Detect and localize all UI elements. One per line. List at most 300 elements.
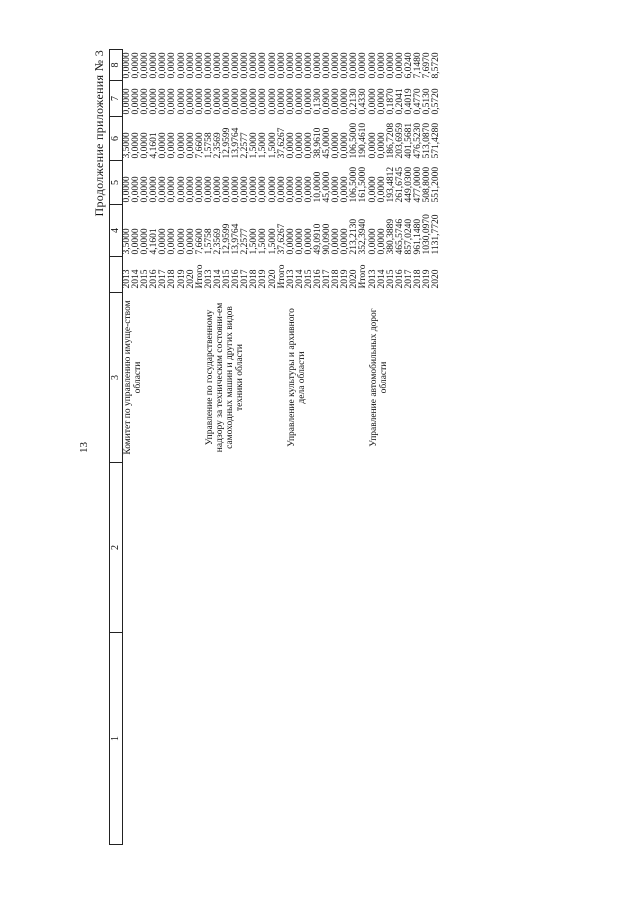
empty-cell xyxy=(350,463,359,633)
value-cell: 0,0000 xyxy=(158,52,169,79)
value-cell: 0,0000 xyxy=(167,132,178,159)
empty-cell xyxy=(378,463,387,633)
year-cell: 2017 xyxy=(158,269,169,289)
value-cell: 0,0000 xyxy=(376,176,387,203)
empty-cell xyxy=(159,463,168,633)
value-cell: 465,5746 xyxy=(394,218,405,255)
value-cell: 0,5130 xyxy=(422,88,433,115)
value-cell: 7,6970 xyxy=(422,52,433,79)
value-cell: 10,0000 xyxy=(312,171,323,203)
value-cell: 12,9599 xyxy=(222,223,233,255)
value-cell: 0,0000 xyxy=(294,88,305,115)
empty-cell xyxy=(205,633,214,845)
value-cell: 0,0000 xyxy=(158,132,169,159)
value-cell: 0,0000 xyxy=(258,52,269,79)
year-cell: 2019 xyxy=(422,269,433,289)
year-cell: 2013 xyxy=(367,269,378,289)
empty-cell xyxy=(332,463,341,633)
empty-cell xyxy=(359,463,368,633)
empty-cell xyxy=(405,463,414,633)
year-cell: 2015 xyxy=(385,269,396,289)
empty-cell xyxy=(196,633,205,845)
value-cell: 0,0000 xyxy=(140,52,151,79)
value-cell: 0,0000 xyxy=(385,52,396,79)
table-row xyxy=(123,50,133,845)
value-cell: 161,5000 xyxy=(358,166,369,203)
value-cell: 0,0000 xyxy=(185,52,196,79)
value-cell: 0,2130 xyxy=(349,88,360,115)
value-cell: 0,0000 xyxy=(167,228,178,255)
empty-cell xyxy=(369,633,378,845)
value-cell: 106,5000 xyxy=(349,166,360,203)
value-cell: 203,6959 xyxy=(394,122,405,159)
year-cell: 2013 xyxy=(285,269,296,289)
value-cell: 2,3569 xyxy=(212,132,223,159)
empty-cell xyxy=(241,633,250,845)
value-cell: 0,0000 xyxy=(340,228,351,255)
value-cell: 0,0000 xyxy=(194,52,205,79)
value-cell: 476,5230 xyxy=(413,122,423,159)
year-cell: 2017 xyxy=(322,269,333,289)
empty-cell xyxy=(278,633,287,845)
value-cell: 0,0000 xyxy=(376,132,387,159)
empty-cell xyxy=(405,633,414,845)
column-header: 3 xyxy=(110,293,123,463)
value-cell: 0,4019 xyxy=(403,88,414,115)
empty-cell xyxy=(387,633,396,845)
page-number: 13 xyxy=(78,442,90,453)
value-cell: 0,0000 xyxy=(176,88,187,115)
empty-cell xyxy=(259,463,268,633)
value-cell: 1,5000 xyxy=(258,132,269,159)
value-cell: 380,3889 xyxy=(385,218,396,255)
value-cell: 571,4280 xyxy=(431,122,442,159)
value-cell: 0,0000 xyxy=(231,88,242,115)
year-cell: 2020 xyxy=(349,269,360,289)
column-header: 6 xyxy=(110,117,123,161)
empty-cell xyxy=(314,463,323,633)
value-cell: 449,0300 xyxy=(403,166,414,203)
value-cell: 0,0000 xyxy=(303,228,314,255)
value-cell: 45,0000 xyxy=(322,127,333,159)
empty-cell xyxy=(205,463,214,633)
value-cell: 2,2577 xyxy=(240,132,251,159)
empty-cell xyxy=(241,463,250,633)
empty-cell xyxy=(287,463,296,633)
empty-cell xyxy=(323,633,332,845)
value-cell: 1131,7720 xyxy=(431,214,442,255)
empty-cell xyxy=(396,633,405,845)
year-cell: 2019 xyxy=(258,269,269,289)
value-cell: 49,0910 xyxy=(312,223,323,255)
value-cell: 0,0000 xyxy=(331,88,342,115)
empty-cell xyxy=(341,633,350,845)
value-cell: 0,0000 xyxy=(331,132,342,159)
empty-cell xyxy=(259,633,268,845)
empty-cell xyxy=(332,633,341,845)
value-cell: 0,0000 xyxy=(322,52,333,79)
empty-cell xyxy=(287,633,296,845)
empty-cell xyxy=(369,463,378,633)
value-cell: 1,5000 xyxy=(249,132,260,159)
year-cell: 2019 xyxy=(340,269,351,289)
value-cell: 0,0000 xyxy=(249,52,260,79)
value-cell: 0,0000 xyxy=(249,176,260,203)
value-cell: 0,0000 xyxy=(240,176,251,203)
value-cell: 0,0000 xyxy=(140,176,151,203)
value-cell: 0,0000 xyxy=(303,88,314,115)
value-cell: 0,0000 xyxy=(176,176,187,203)
empty-cell xyxy=(250,633,259,845)
year-cell: 2018 xyxy=(249,269,260,289)
empty-cell xyxy=(168,463,177,633)
column-header: 5 xyxy=(110,161,123,205)
value-cell: 1,5758 xyxy=(203,132,214,159)
value-cell: 0,0000 xyxy=(285,52,296,79)
value-cell: 7,6600 xyxy=(194,132,205,159)
value-cell: 352,3940 xyxy=(358,218,369,255)
empty-cell xyxy=(323,463,332,633)
value-cell: 4,1601 xyxy=(149,132,160,159)
empty-cell xyxy=(223,633,232,845)
empty-cell xyxy=(432,463,441,633)
year-cell: 2017 xyxy=(403,269,414,289)
value-cell: 0,2041 xyxy=(394,88,405,115)
table-row xyxy=(287,50,296,845)
value-cell: 45,0000 xyxy=(322,171,333,203)
empty-cell xyxy=(423,633,432,845)
value-cell: 0,0000 xyxy=(140,132,151,159)
year-cell: 2020 xyxy=(267,269,278,289)
year-cell: Итого xyxy=(194,264,205,289)
value-cell: 0,0000 xyxy=(158,88,169,115)
year-cell: 2020 xyxy=(185,269,196,289)
value-cell: 38,9610 xyxy=(312,127,323,159)
year-cell: 2018 xyxy=(167,269,178,289)
year-cell: 2019 xyxy=(176,269,187,289)
year-cell: 2018 xyxy=(331,269,342,289)
year-cell: 2014 xyxy=(131,269,142,289)
value-cell: 0,0000 xyxy=(122,52,132,79)
empty-cell xyxy=(396,463,405,633)
value-cell: 106,5000 xyxy=(349,122,360,159)
value-cell: 0,0000 xyxy=(149,52,160,79)
value-cell: 0,0000 xyxy=(294,52,305,79)
value-cell: 0,0000 xyxy=(285,88,296,115)
empty-cell xyxy=(232,463,241,633)
empty-cell xyxy=(423,463,432,633)
value-cell: 0,0000 xyxy=(222,176,233,203)
value-cell: 0,0000 xyxy=(303,52,314,79)
value-cell: 0,0000 xyxy=(203,176,214,203)
year-cell: 2018 xyxy=(413,269,423,289)
value-cell: 0,0000 xyxy=(294,228,305,255)
value-cell: 0,0000 xyxy=(249,88,260,115)
value-cell: 8,5720 xyxy=(431,52,442,79)
value-cell: 0,0000 xyxy=(185,176,196,203)
value-cell: 0,0000 xyxy=(140,228,151,255)
empty-cell xyxy=(414,463,423,633)
value-cell: 0,0000 xyxy=(367,132,378,159)
value-cell: 0,0000 xyxy=(185,228,196,255)
value-cell: 0,0000 xyxy=(367,88,378,115)
value-cell: 1,5000 xyxy=(267,132,278,159)
value-cell: 0,0000 xyxy=(122,176,132,203)
empty-cell xyxy=(250,463,259,633)
value-cell: 186,7208 xyxy=(385,122,396,159)
year-cell: 2020 xyxy=(431,269,442,289)
value-cell: 0,0000 xyxy=(376,52,387,79)
value-cell: 0,0000 xyxy=(231,176,242,203)
value-cell: 0,0000 xyxy=(367,52,378,79)
empty-cell xyxy=(341,463,350,633)
empty-cell xyxy=(168,633,177,845)
value-cell: 0,0000 xyxy=(331,52,342,79)
year-cell: 2017 xyxy=(240,269,251,289)
value-cell: 0,0000 xyxy=(267,176,278,203)
value-cell: 961,1480 xyxy=(413,218,423,255)
value-cell: 1,5000 xyxy=(267,228,278,255)
column-number-row xyxy=(110,50,123,845)
value-cell: 0,0000 xyxy=(340,88,351,115)
empty-cell xyxy=(305,463,314,633)
organization-name: Комитет по управлению имуще-ством области xyxy=(123,300,143,455)
value-cell: 0,0000 xyxy=(176,132,187,159)
value-cell: 0,0000 xyxy=(394,52,405,79)
year-column-header xyxy=(110,257,123,293)
value-cell: 0,0000 xyxy=(149,176,160,203)
empty-cell xyxy=(278,463,287,633)
value-cell: 0,1870 xyxy=(385,88,396,115)
empty-cell xyxy=(214,633,223,845)
empty-cell xyxy=(196,463,205,633)
value-cell: 0,0000 xyxy=(222,52,233,79)
appendix-table xyxy=(109,49,441,845)
value-cell: 0,4770 xyxy=(413,88,423,115)
value-cell: 0,0000 xyxy=(131,176,142,203)
value-cell: 2,2577 xyxy=(240,228,251,255)
year-cell: 2013 xyxy=(203,269,214,289)
value-cell: 213,2130 xyxy=(349,218,360,255)
value-cell: 0,0000 xyxy=(212,52,223,79)
value-cell: 0,0000 xyxy=(140,88,151,115)
document-page xyxy=(78,50,625,845)
value-cell: 4,1601 xyxy=(149,228,160,255)
empty-cell xyxy=(223,463,232,633)
value-cell: 0,0000 xyxy=(203,88,214,115)
value-cell: 0,5720 xyxy=(431,88,442,115)
empty-cell xyxy=(432,633,441,845)
value-cell: 0,0000 xyxy=(312,52,323,79)
organization-name: Управление культуры и архивного дела области xyxy=(286,308,307,447)
value-cell: 0,0900 xyxy=(322,88,333,115)
value-cell: 0,0000 xyxy=(303,132,314,159)
value-cell: 0,0000 xyxy=(285,132,296,159)
value-cell: 0,0000 xyxy=(267,88,278,115)
value-cell: 90,0900 xyxy=(322,223,333,255)
value-cell: 0,0000 xyxy=(222,88,233,115)
value-cell: 12,9599 xyxy=(222,127,233,159)
value-cell: 193,4812 xyxy=(385,166,396,203)
empty-cell xyxy=(150,463,159,633)
value-cell: 0,0000 xyxy=(349,52,360,79)
value-cell: 0,0000 xyxy=(294,132,305,159)
table-row xyxy=(369,50,378,845)
year-cell: 2016 xyxy=(231,269,242,289)
value-cell: 0,0000 xyxy=(294,176,305,203)
value-cell: 0,0000 xyxy=(212,88,223,115)
value-cell: 0,0000 xyxy=(194,88,205,115)
empty-cell xyxy=(141,463,150,633)
year-cell: 2013 xyxy=(122,269,132,289)
value-cell: 0,0000 xyxy=(194,176,205,203)
value-cell: 0,0000 xyxy=(203,52,214,79)
value-cell: 0,0000 xyxy=(276,176,287,203)
value-cell: 6,0240 xyxy=(403,52,414,79)
empty-cell xyxy=(214,463,223,633)
value-cell: 0,0000 xyxy=(340,132,351,159)
value-cell: 0,0000 xyxy=(122,88,132,115)
year-cell: 2016 xyxy=(312,269,323,289)
value-cell: 0,0000 xyxy=(303,176,314,203)
column-header: 4 xyxy=(110,205,123,257)
empty-cell xyxy=(269,463,278,633)
empty-cell xyxy=(269,633,278,845)
year-cell: Итого xyxy=(276,264,287,289)
value-cell: 0,0000 xyxy=(376,88,387,115)
column-header: 1 xyxy=(110,633,123,845)
year-cell: 2015 xyxy=(222,269,233,289)
value-cell: 13,9764 xyxy=(231,127,242,159)
year-cell: Итого xyxy=(358,264,369,289)
empty-cell xyxy=(387,463,396,633)
empty-cell xyxy=(296,463,305,633)
empty-cell xyxy=(178,463,187,633)
column-header: 8 xyxy=(110,50,123,81)
value-cell: 513,0870 xyxy=(422,122,433,159)
value-cell: 0,0000 xyxy=(131,52,142,79)
year-cell: 2015 xyxy=(140,269,151,289)
value-cell: 0,0000 xyxy=(131,88,142,115)
empty-cell xyxy=(187,463,196,633)
organization-name: Управление автомобильных дорог области xyxy=(368,308,389,447)
year-cell: 2014 xyxy=(376,269,387,289)
value-cell: 0,0000 xyxy=(240,52,251,79)
value-cell: 2,3569 xyxy=(212,228,223,255)
year-cell: 2015 xyxy=(303,269,314,289)
empty-cell xyxy=(123,463,133,633)
value-cell: 7,6600 xyxy=(194,228,205,255)
value-cell: 0,0000 xyxy=(258,88,269,115)
value-cell: 0,0000 xyxy=(276,88,287,115)
year-cell: 2016 xyxy=(149,269,160,289)
value-cell: 0,0000 xyxy=(240,88,251,115)
value-cell: 477,0000 xyxy=(413,166,423,203)
empty-cell xyxy=(132,463,141,633)
value-cell: 508,8000 xyxy=(422,166,433,203)
empty-cell xyxy=(150,633,159,845)
value-cell: 37,6267 xyxy=(276,223,287,255)
value-cell: 0,0000 xyxy=(376,228,387,255)
value-cell: 0,0000 xyxy=(267,52,278,79)
column-header: 7 xyxy=(110,81,123,117)
table-body xyxy=(123,50,442,845)
empty-cell xyxy=(132,633,141,845)
value-cell: 857,0240 xyxy=(403,218,414,255)
value-cell: 0,0000 xyxy=(167,52,178,79)
value-cell: 0,4330 xyxy=(358,88,369,115)
value-cell: 0,0000 xyxy=(285,228,296,255)
value-cell: 1030,0970 xyxy=(422,214,433,255)
continuation-title: Продолжение приложения № 3 xyxy=(92,50,106,217)
empty-cell xyxy=(359,633,368,845)
empty-cell xyxy=(296,633,305,845)
value-cell: 0,0000 xyxy=(258,176,269,203)
value-cell: 0,0000 xyxy=(176,228,187,255)
value-cell: 0,0000 xyxy=(167,176,178,203)
empty-cell xyxy=(178,633,187,845)
value-cell: 0,0000 xyxy=(131,228,142,255)
value-cell: 0,0000 xyxy=(367,176,378,203)
value-cell: 0,0000 xyxy=(212,176,223,203)
value-cell: 0,0000 xyxy=(158,176,169,203)
value-cell: 0,0000 xyxy=(331,176,342,203)
value-cell: 0,0000 xyxy=(167,88,178,115)
value-cell: 190,4610 xyxy=(358,122,369,159)
empty-cell xyxy=(305,633,314,845)
value-cell: 1,5000 xyxy=(249,228,260,255)
value-cell: 0,0000 xyxy=(131,132,142,159)
empty-cell xyxy=(414,633,423,845)
year-cell: 2014 xyxy=(212,269,223,289)
empty-cell xyxy=(187,633,196,845)
year-cell: 2014 xyxy=(294,269,305,289)
empty-cell xyxy=(123,633,133,845)
empty-cell xyxy=(314,633,323,845)
table-row xyxy=(205,50,214,845)
value-cell: 1,5758 xyxy=(203,228,214,255)
value-cell: 0,0000 xyxy=(340,52,351,79)
year-cell: 2016 xyxy=(394,269,405,289)
column-header: 2 xyxy=(110,463,123,633)
value-cell: 0,0000 xyxy=(149,88,160,115)
value-cell: 13,9764 xyxy=(231,223,242,255)
empty-cell xyxy=(378,633,387,845)
value-cell: 0,0000 xyxy=(176,52,187,79)
value-cell: 401,5681 xyxy=(403,122,414,159)
value-cell: 0,0000 xyxy=(276,52,287,79)
value-cell: 3,5000 xyxy=(122,132,132,159)
value-cell: 0,0000 xyxy=(367,228,378,255)
value-cell: 0,0000 xyxy=(231,52,242,79)
value-cell: 261,6745 xyxy=(394,166,405,203)
value-cell: 0,0000 xyxy=(331,228,342,255)
value-cell: 7,1480 xyxy=(413,52,423,79)
empty-cell xyxy=(350,633,359,845)
empty-cell xyxy=(232,633,241,845)
value-cell: 1,5000 xyxy=(258,228,269,255)
value-cell: 551,2000 xyxy=(431,166,442,203)
value-cell: 0,0000 xyxy=(285,176,296,203)
value-cell: 0,0000 xyxy=(185,88,196,115)
empty-cell xyxy=(141,633,150,845)
value-cell: 0,1300 xyxy=(312,88,323,115)
value-cell: 0,0000 xyxy=(340,176,351,203)
value-cell: 3,5000 xyxy=(122,228,132,255)
value-cell: 0,0000 xyxy=(158,228,169,255)
value-cell: 0,0000 xyxy=(185,132,196,159)
value-cell: 37,6267 xyxy=(276,127,287,159)
